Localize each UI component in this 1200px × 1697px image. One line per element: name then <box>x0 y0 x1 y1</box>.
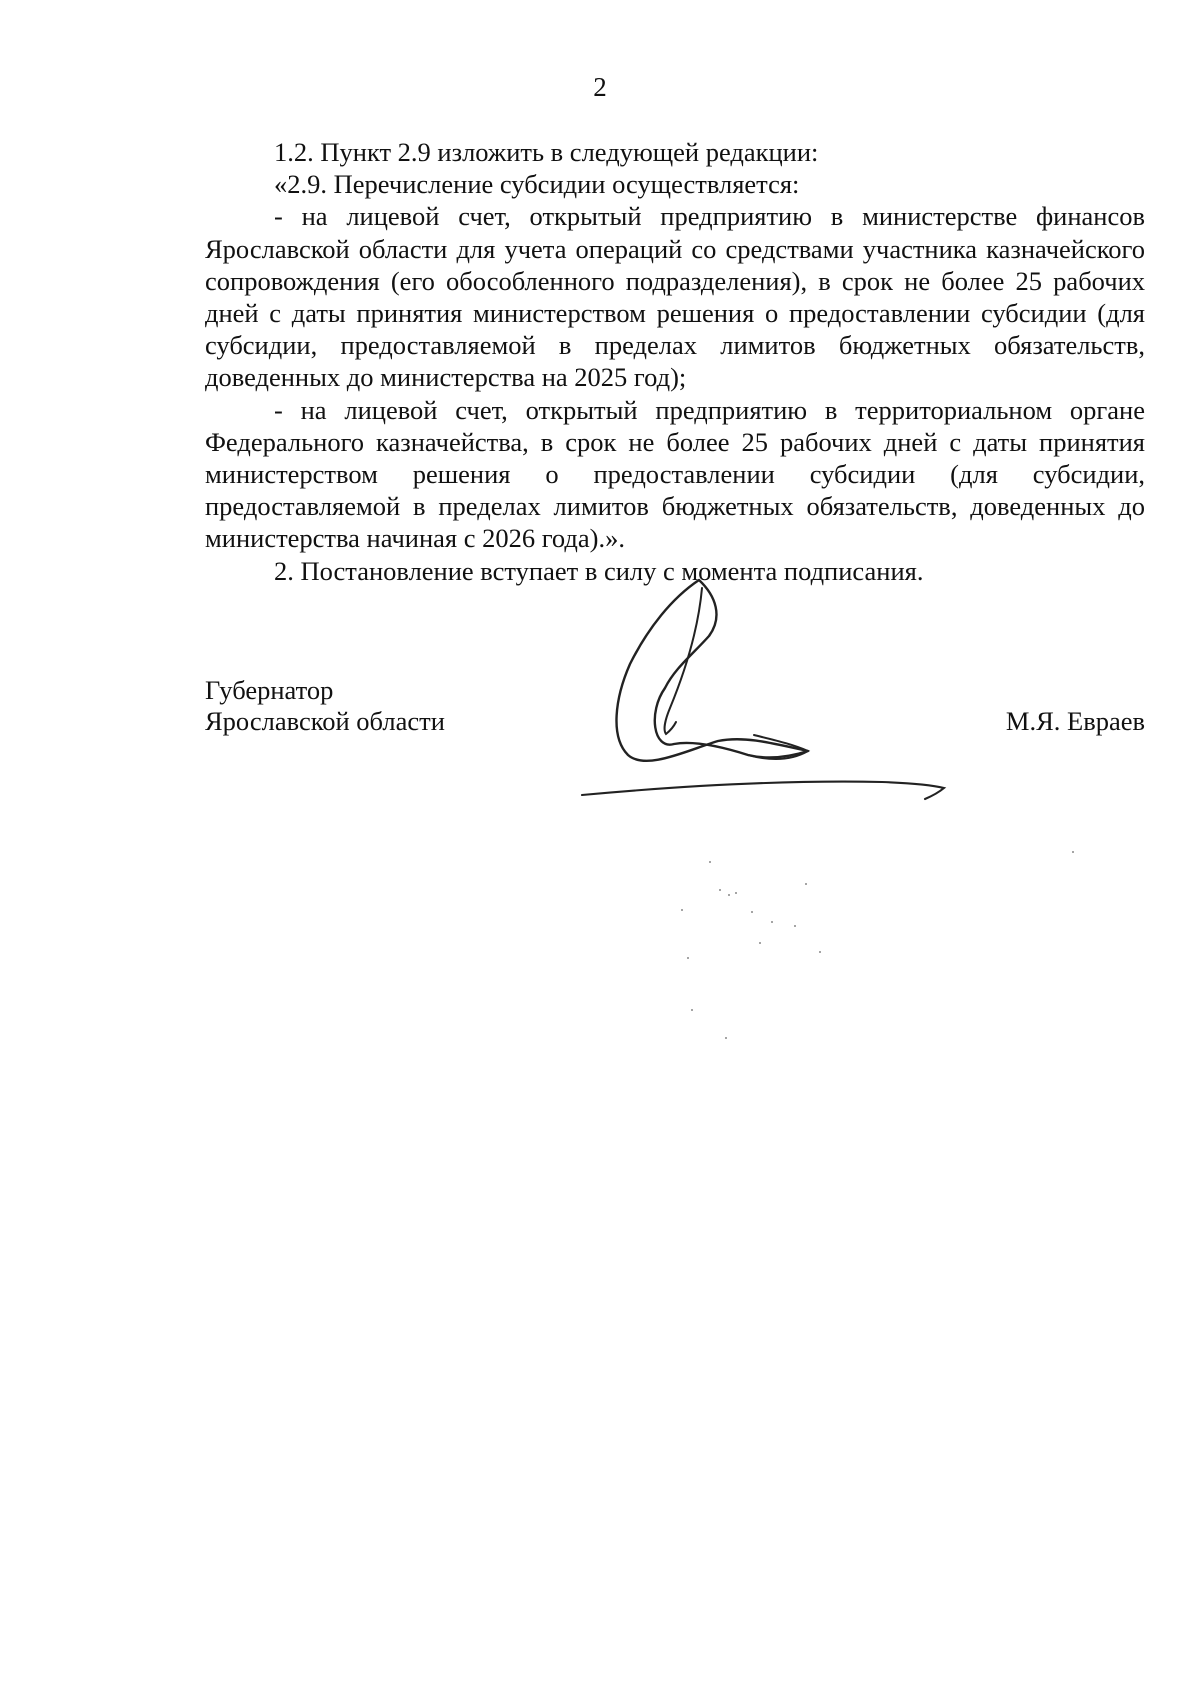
handwritten-signature <box>560 572 990 812</box>
signer-position-line-2: Ярославской области <box>205 706 445 736</box>
paragraph-finance-ministry-account: - на лицевой счет, открытый предприятию в министерстве финансов Ярославской области для учета операций со средствами участника казначейского сопровождения (его обособленного подразделения), в срок не более 25 рабочих дней с даты принятия министерством решения о предоставлении субсидии (для субсидии, предоставляемой в пределах лимитов бюджетных обязательств, доведенных до министерства на 2025 год); <box>205 201 1145 393</box>
signature-inner-stroke <box>665 588 702 734</box>
paragraph-federal-treasury-account: - на лицевой счет, открытый предприятию в территориальном органе Федерального казначейства, в срок не более 25 рабочих дней с даты принятия министерством решения о предоставлении субсидии (для субсидии, предоставляемой в пределах лимитов бюджетных обязательств, доведенных до министерства начиная с 2026 года).». <box>205 394 1145 554</box>
paragraph-amendment-intro: 1.2. Пункт 2.9 изложить в следующей редакции: <box>274 137 819 167</box>
signer-name: М.Я. Евраев <box>1005 706 1145 736</box>
paragraph-effective-date: 2. Постановление вступает в силу с момента подписания. <box>274 555 924 586</box>
signature-underline <box>582 782 944 799</box>
scan-specks <box>640 850 1120 1060</box>
page-number: 2 <box>593 72 607 102</box>
document-body <box>205 136 1145 587</box>
signature-loop-stroke <box>616 580 808 761</box>
signer-position-line-1: Губернатор <box>205 675 334 705</box>
signature-tail-stroke <box>748 735 808 759</box>
signer-position <box>205 675 445 737</box>
paragraph-clause-2-9: «2.9. Перечисление субсидии осуществляется: <box>274 169 800 200</box>
